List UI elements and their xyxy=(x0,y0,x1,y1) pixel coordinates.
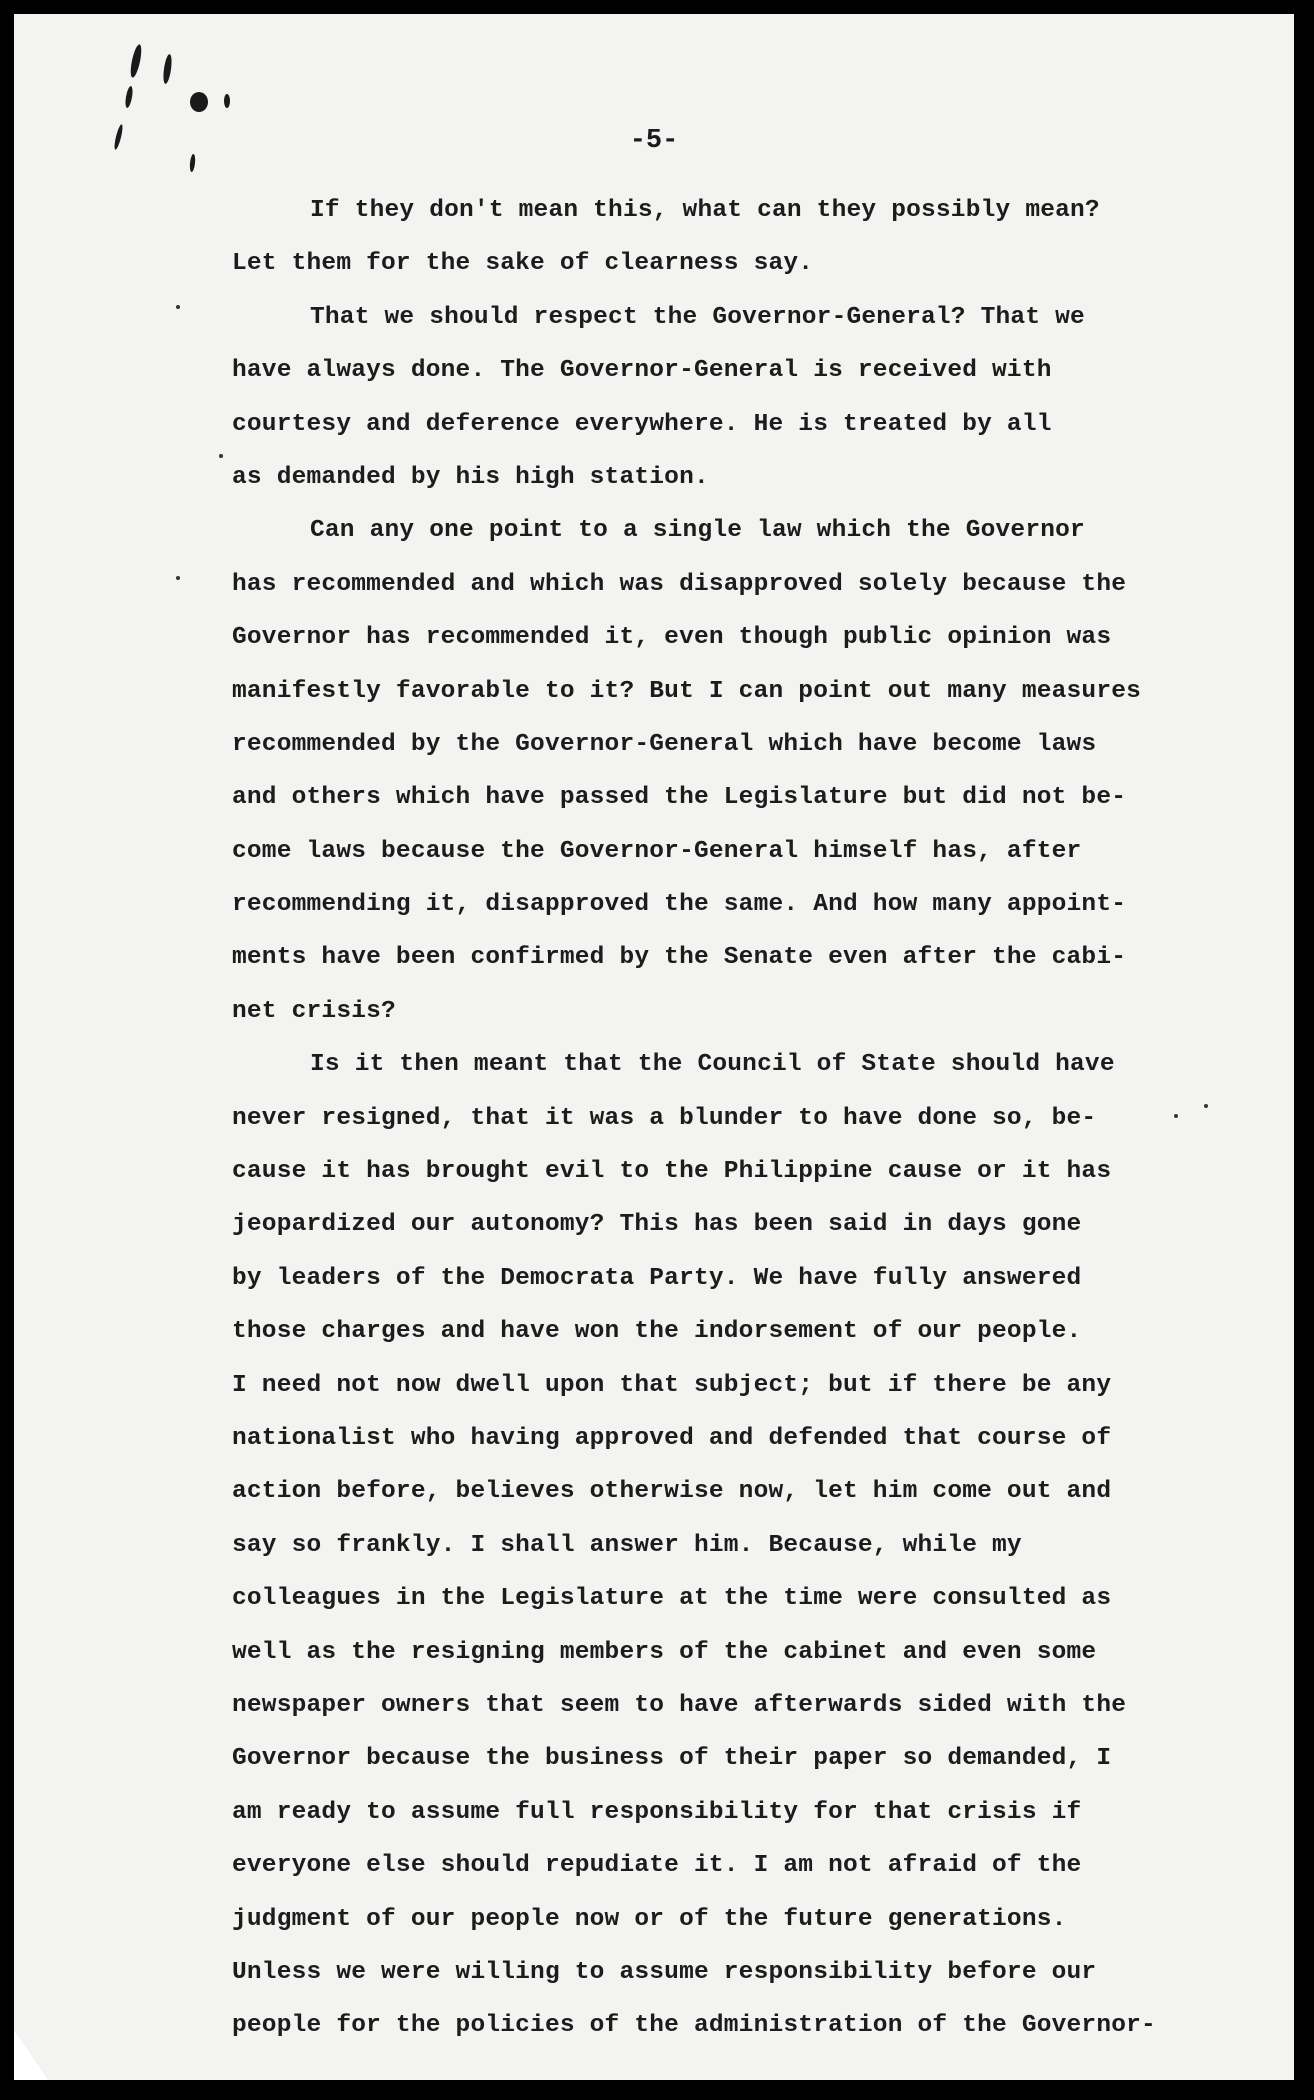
text-line: ments have been confirmed by the Senate even after the cabi- xyxy=(232,944,1127,972)
ink-smudge xyxy=(162,54,173,85)
text-line: those charges and have won the indorsement of our people. xyxy=(232,1318,1082,1346)
text-line: am ready to assume full responsibility for that crisis if xyxy=(232,1798,1082,1826)
text-line: That we should respect the Governor-General? That we xyxy=(310,303,1085,331)
text-line: Unless we were willing to assume responsibility before our xyxy=(232,1958,1097,1986)
ink-smudge xyxy=(224,94,230,108)
text-line: nationalist who having approved and defended that course of xyxy=(232,1424,1112,1452)
text-line: Can any one point to a single law which the Governor xyxy=(310,517,1085,545)
text-line: courtesy and deference everywhere. He is treated by all xyxy=(232,410,1052,438)
text-line: Let them for the sake of clearness say. xyxy=(232,250,814,278)
text-line: jeopardized our autonomy? This has been said in days gone xyxy=(232,1211,1082,1239)
text-line: Is it then meant that the Council of State should have xyxy=(310,1051,1115,1079)
text-line: Governor has recommended it, even though public opinion was xyxy=(232,624,1112,652)
text-line: and others which have passed the Legislature but did not be- xyxy=(232,784,1127,812)
text-line: come laws because the Governor-General himself has, after xyxy=(232,837,1082,865)
text-line: everyone else should repudiate it. I am not afraid of the xyxy=(232,1852,1082,1880)
specks xyxy=(176,305,180,309)
text-line: newspaper owners that seem to have afterwards sided with the xyxy=(232,1691,1127,1719)
specks xyxy=(219,454,223,458)
text-line: colleagues in the Legislature at the time were consulted as xyxy=(232,1585,1112,1613)
text-line: I need not now dwell upon that subject; but if there be any xyxy=(232,1371,1112,1399)
text-line: by leaders of the Democrata Party. We have fully answered xyxy=(232,1264,1082,1292)
text-line: net crisis? xyxy=(232,997,396,1025)
ink-smudge xyxy=(129,44,144,79)
ink-smudge xyxy=(190,92,208,112)
text-line: cause it has brought evil to the Philippine cause or it has xyxy=(232,1158,1112,1186)
text-line: If they don't mean this, what can they possibly mean? xyxy=(310,197,1100,224)
page-number: -5- xyxy=(629,126,679,156)
text-line: say so frankly. I shall answer him. Because, while my xyxy=(232,1531,1022,1559)
ink-smudge xyxy=(124,86,134,109)
text-line: judgment of our people now or of the future generations. xyxy=(232,1905,1067,1933)
body-text xyxy=(232,184,1262,2053)
text-line: people for the policies of the administration of the Governor- xyxy=(232,2012,1156,2040)
text-line: well as the resigning members of the cabinet and even some xyxy=(232,1638,1097,1666)
text-line: Governor because the business of their paper so demanded, I xyxy=(232,1745,1112,1773)
text-line: have always done. The Governor-General is received with xyxy=(232,357,1052,385)
text-line: recommended by the Governor-General which have become laws xyxy=(232,730,1097,758)
text-line: as demanded by his high station. xyxy=(232,463,709,491)
specks xyxy=(176,576,180,580)
text-line: action before, believes otherwise now, let him come out and xyxy=(232,1478,1112,1506)
ink-smudge xyxy=(189,154,196,172)
text-line: has recommended and which was disapproved solely because the xyxy=(232,570,1127,598)
text-line: never resigned, that it was a blunder to have done so, be- xyxy=(232,1104,1097,1132)
text-line: manifestly favorable to it? But I can point out many measures xyxy=(232,677,1142,705)
document-page xyxy=(14,14,1294,2080)
text-line: recommending it, disapproved the same. And how many appoint- xyxy=(232,891,1127,919)
folded-corner xyxy=(14,2030,48,2080)
